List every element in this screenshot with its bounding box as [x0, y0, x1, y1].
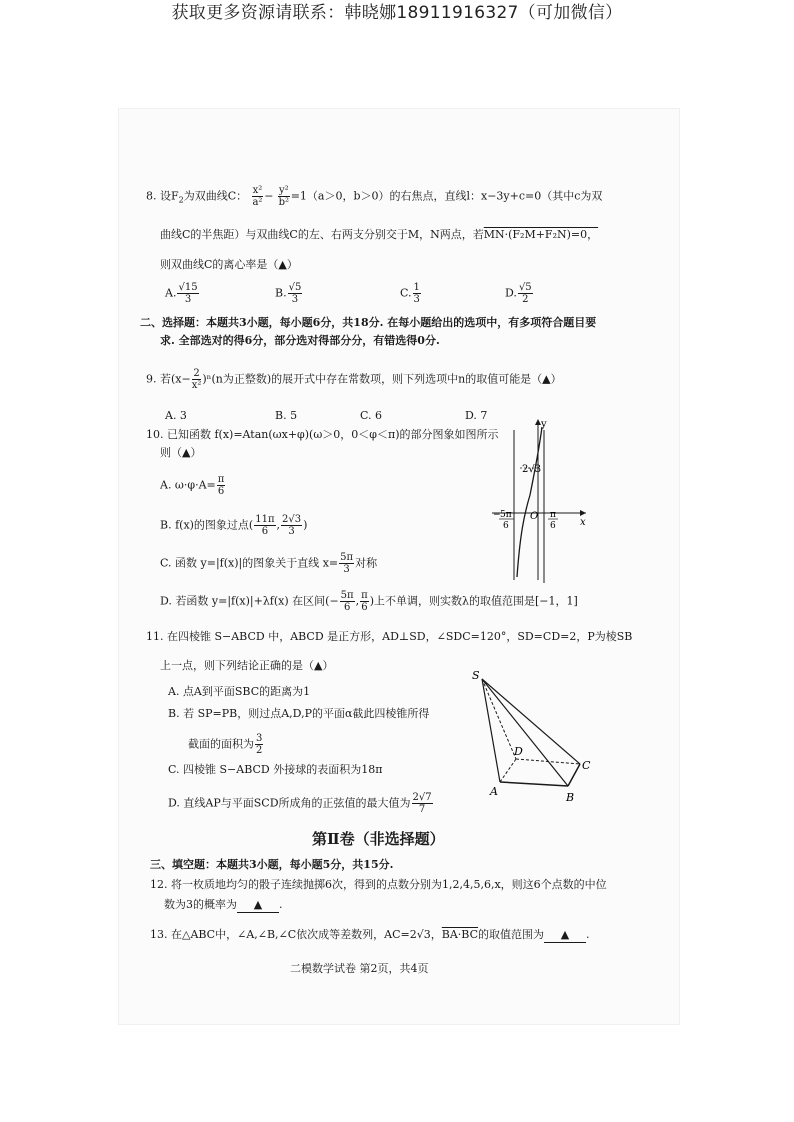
origin-label: O: [530, 511, 539, 522]
q10-option-a: A. ω·φ·A= $\frac{\pi}{6}$: [160, 474, 225, 497]
q11-line2: 上一点，则下列结论正确的是（▲）: [160, 659, 334, 672]
q12-line1: 12. 将一枚质地均匀的骰子连续抛掷6次，得到的点数分别为1,2,4,5,6,x，则这6个点数的中位: [150, 878, 607, 891]
q8-option-a: A. $\frac{√15}{3}$: [165, 282, 198, 305]
q11-option-b-line2: 截面的面积为 $\frac{3}{2}$: [188, 733, 263, 756]
edge-SC: [482, 679, 580, 764]
y-value-label: 2√3: [522, 464, 542, 475]
right-tick-den: 6: [550, 521, 556, 531]
q11-pyramid-figure: [470, 665, 600, 810]
q10-line2: 则（▲）: [160, 446, 202, 459]
q8-option-c: C. $\frac{1}{3}$: [400, 282, 420, 305]
q11-option-d: D. 直线AP与平面SCD所成角的正弦值的最大值为 $\frac{2√7}{7}$: [168, 792, 432, 815]
q8-option-d: D. $\frac{√5}{2}$: [505, 282, 532, 305]
edge-DC: [516, 759, 580, 764]
page-footer: 二模数学试卷 第2页，共4页: [290, 962, 429, 975]
edge-SB: [482, 679, 568, 786]
q10-option-d: D. 若函数 y=|f(x)|+λf(x) 在区间(− $\frac{5\pi}{6}$ , $\frac{\pi}{6}$ )上不单调，则实数λ的取值范围是[−1，1]: [160, 590, 578, 613]
left-tick-den: 6: [503, 521, 509, 531]
contact-banner: 获取更多资源请联系：韩晓娜18911916327（可加微信）: [171, 3, 623, 23]
q9-option-d: D. 7: [465, 409, 488, 422]
q10-tangent-graph: [490, 415, 590, 585]
edge-SD: [482, 679, 516, 759]
label-B: B: [566, 791, 575, 804]
edge-AD: [500, 759, 516, 782]
q8-option-b: B. $\frac{√5}{3}$: [275, 282, 302, 305]
section2-line1: 二、选择题：本题共3小题，每小题6分，共18分. 在每小题给出的选项中，有多项符合题目要: [140, 316, 597, 329]
q8-frac-x: $\frac{\text{x²}}{\text{a²}}$: [252, 185, 263, 208]
q8-line1: 8. 设$F_2$为双曲线C： $\frac{\text{x²}}{\text{a²}}$ − $\frac{\text{y²}}{\text{b²}}$ =1（a＞0，b＞0）的右焦点，直线l：x−3y+c=0（其中c为双: [146, 185, 603, 208]
label-A: A: [490, 785, 498, 798]
q8-line2: 曲线C的半焦距）与双曲线C的左、右两支分别交于M，N两点，若MN·(F₂M+F₂N)=0，: [160, 228, 599, 241]
q11-option-b-line1: B. 若 SP=PB，则过点A,D,P的平面α截此四棱锥所得: [168, 707, 430, 720]
x-label: x: [580, 517, 586, 528]
q11-option-a: A. 点A到平面SBC的距离为1: [168, 685, 311, 698]
q10-line1: 10. 已知函数 f(x)=Atan(ωx+φ)(ω＞0，0＜φ＜π)的部分图象如图所示: [146, 428, 499, 441]
q10-option-b: B. f(x)的图象过点( $\frac{11\pi}{6}$ , $\frac{2√3}{3}$ ): [160, 514, 308, 537]
section3-heading: 三、填空题：本题共3小题，每小题5分，共15分.: [150, 858, 394, 871]
label-D: D: [514, 745, 523, 758]
q12-answer-blank: ▲: [237, 898, 279, 913]
q8-line3: 则双曲线C的离心率是（▲）: [160, 258, 298, 271]
left-minus: −: [493, 510, 501, 520]
x-axis-arrow: [580, 510, 586, 516]
q12-line2: 数为3的概率为 ▲ .: [164, 898, 283, 911]
q11-option-c: C. 四棱锥 S−ABCD 外接球的表面积为18π: [168, 763, 383, 776]
label-C: C: [582, 759, 591, 772]
q10-option-c: C. 函数 y=|f(x)|的图象关于直线 x= $\frac{5\pi}{3}$ 对称: [160, 552, 378, 575]
q9-option-c: C. 6: [360, 409, 383, 422]
q13-line: 13. 在△ABC中，∠A,∠B,∠C依次成等差数列，AC=2√3，BA·BC的取值范围为 ▲ .: [150, 928, 590, 941]
section2-line2: 求. 全部选对的得6分，部分选对得部分分，有错选得0分.: [160, 334, 440, 347]
q13-answer-blank: ▲: [544, 928, 586, 943]
q11-line1: 11. 在四棱锥 S−ABCD 中，ABCD 是正方形，AD⊥SD，∠SDC=120°，SD=CD=2，P为棱SB: [146, 630, 633, 643]
q9-stem: 9. 若(x− $\frac{2}{\text{x²}}$ )ⁿ(n为正整数)的展开式中存在常数项，则下列选项中n的取值可能是（▲）: [146, 368, 562, 391]
q8-frac-y: $\frac{\text{y²}}{\text{b²}}$: [278, 185, 290, 208]
edge-BC: [568, 764, 580, 786]
part2-title: 第Ⅱ卷（非选择题）: [312, 830, 445, 848]
left-tick-num: 5π: [500, 510, 512, 520]
q9-option-b: B. 5: [275, 409, 298, 422]
edge-SA: [482, 679, 500, 782]
y-label: y: [541, 419, 547, 430]
right-tick-num: π: [550, 510, 556, 520]
label-S: S: [472, 669, 480, 682]
edge-AB: [500, 782, 568, 786]
q9-option-a: A. 3: [165, 409, 187, 422]
